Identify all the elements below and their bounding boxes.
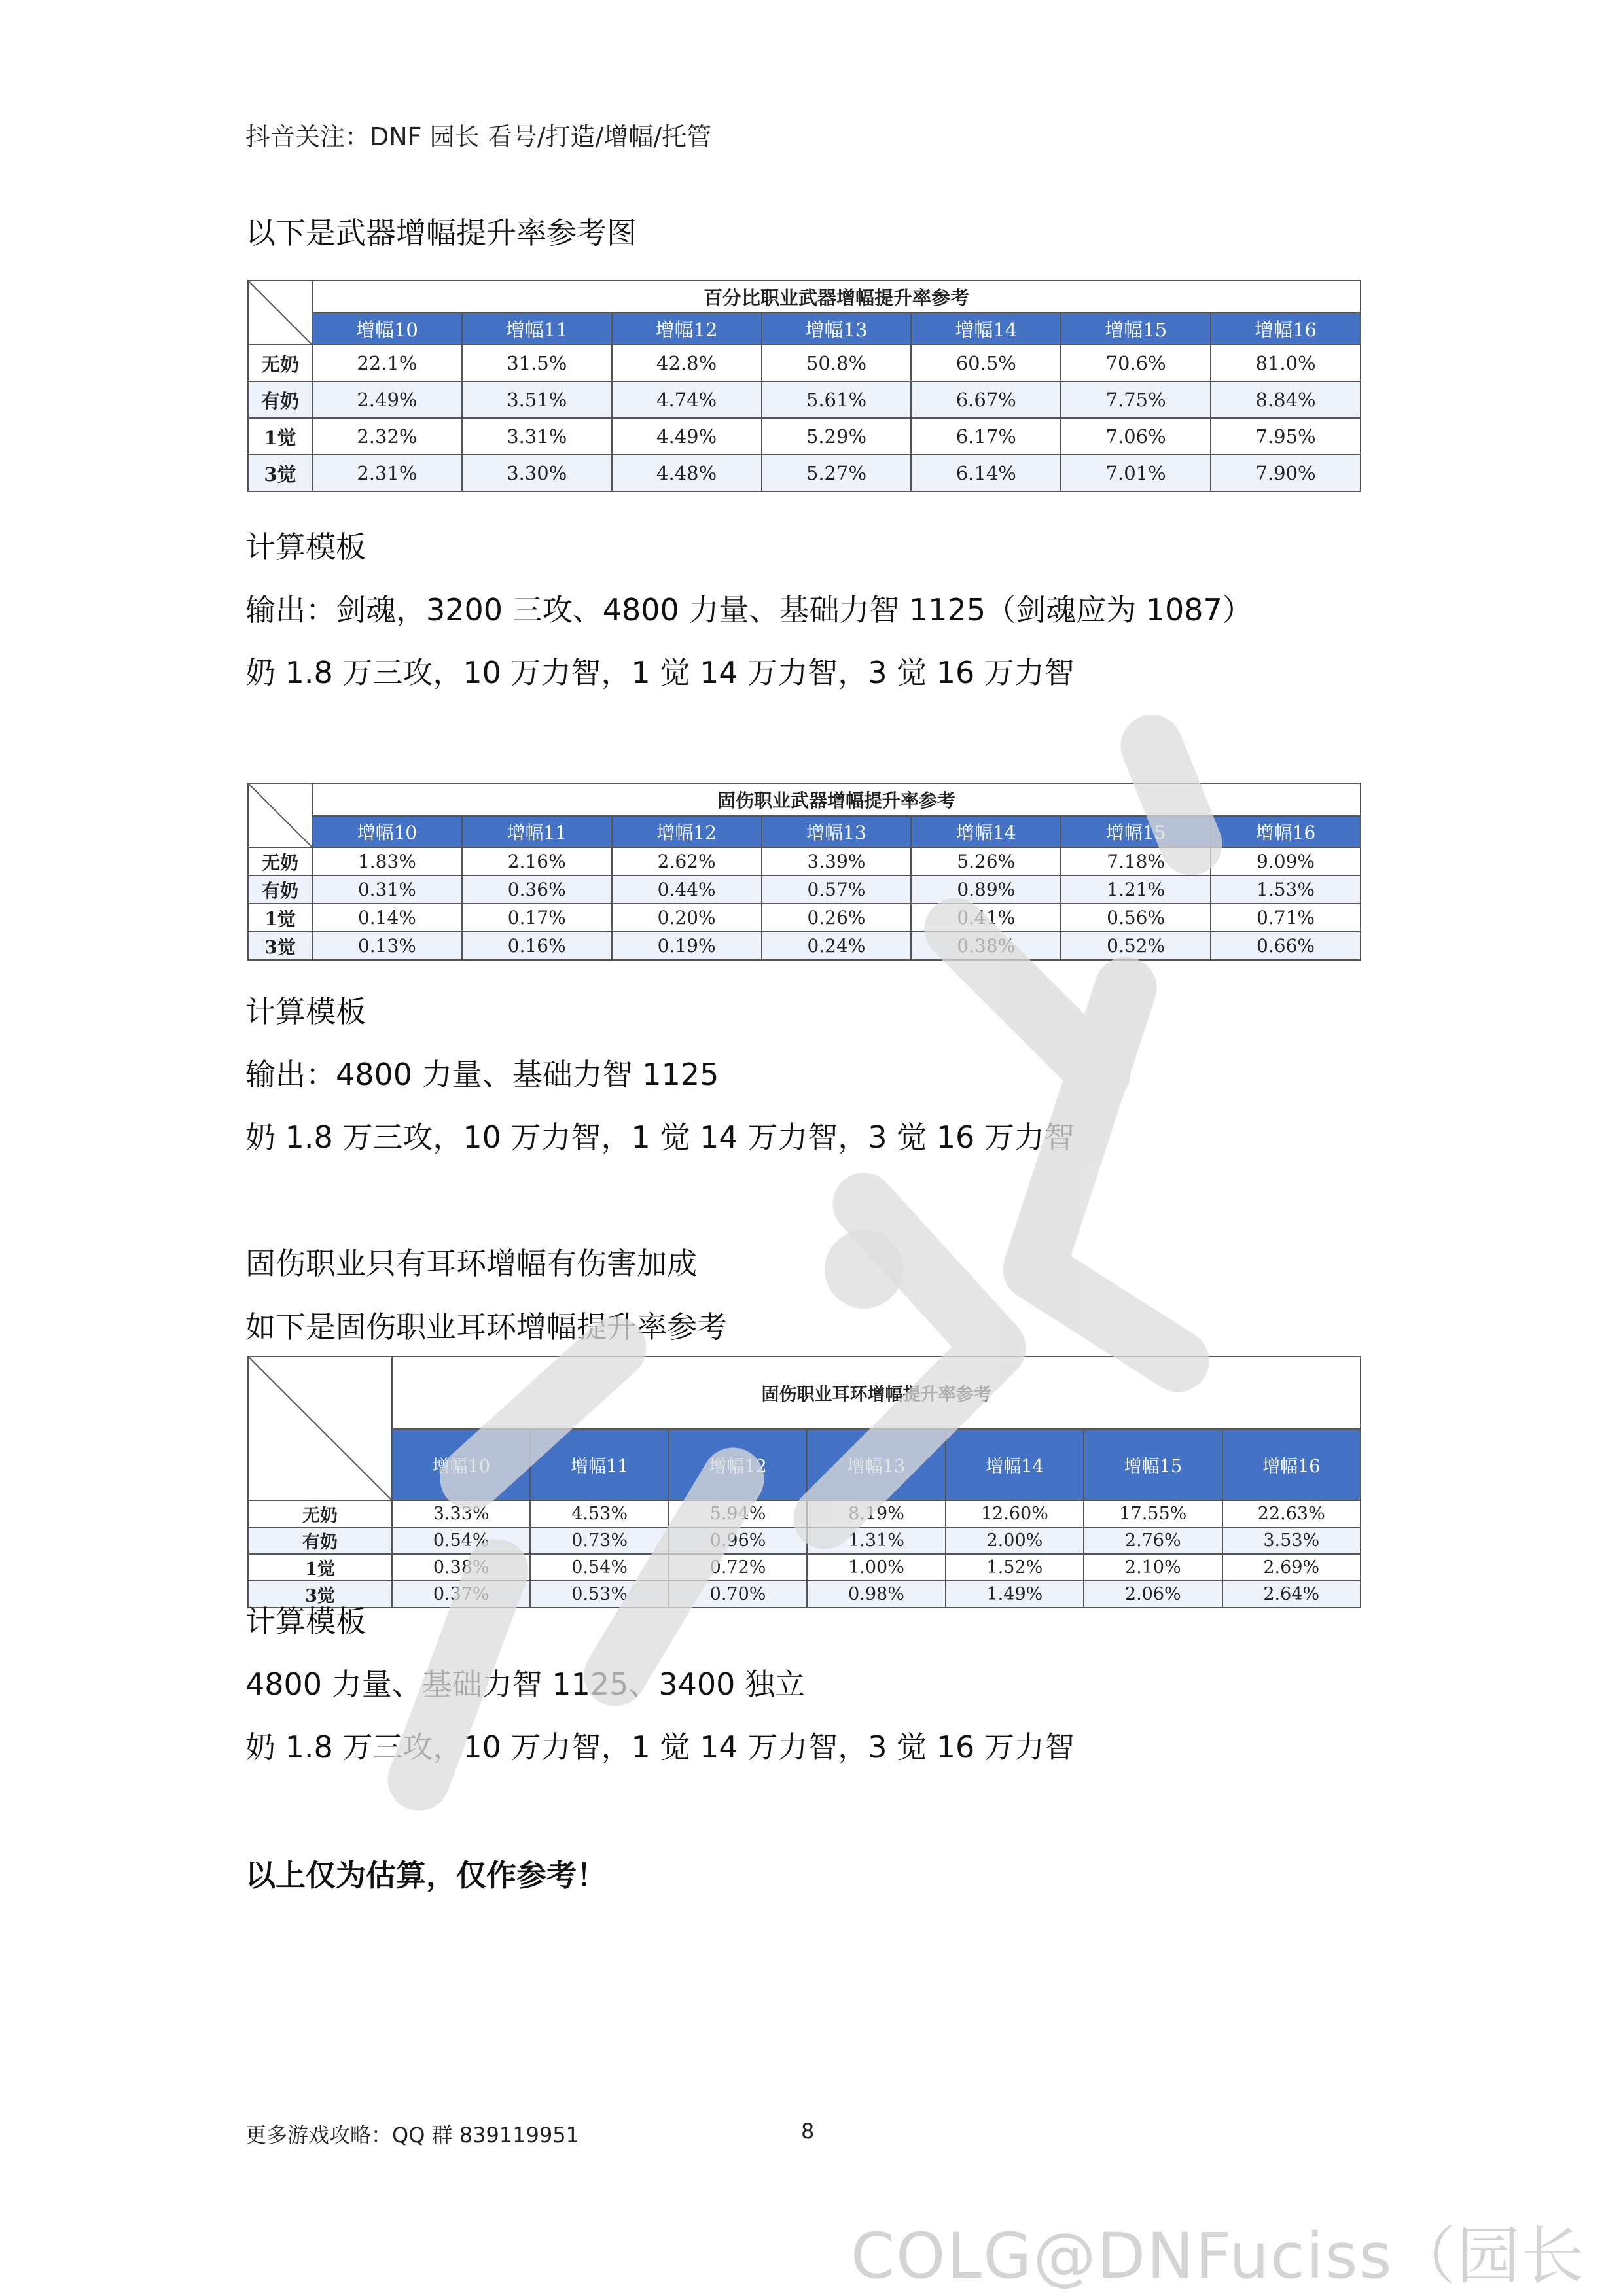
table-cell: 7.18% (1061, 847, 1211, 875)
table-cell: 2.62% (612, 847, 762, 875)
column-header: 增幅16 (1211, 313, 1361, 345)
table-cell: 0.13% (312, 932, 462, 960)
table-cell: 50.8% (762, 345, 912, 381)
table-cell: 0.56% (1061, 904, 1211, 932)
table-fixed-weapon (247, 783, 1361, 961)
table-cell: 8.84% (1211, 381, 1361, 418)
table-cell: 7.90% (1211, 455, 1361, 491)
table-cell: 5.27% (762, 455, 912, 491)
row-label: 3觉 (248, 455, 312, 491)
table-cell: 0.20% (612, 904, 762, 932)
table-cell: 0.24% (762, 932, 912, 960)
table-cell: 3.30% (462, 455, 612, 491)
table-cell: 1.00% (807, 1554, 945, 1581)
table-cell: 3.33% (392, 1500, 530, 1527)
table-cell: 3.51% (462, 381, 612, 418)
table-row (248, 932, 1361, 960)
column-header: 增幅14 (946, 1429, 1084, 1500)
table-row (248, 381, 1361, 418)
table-cell: 1.21% (1061, 875, 1211, 904)
table-row (248, 345, 1361, 381)
table-cell: 4.53% (530, 1500, 668, 1527)
table-cell: 8.19% (807, 1500, 945, 1527)
table-cell: 5.94% (669, 1500, 807, 1527)
table-row (248, 904, 1361, 932)
table-cell: 7.95% (1211, 418, 1361, 455)
row-label: 无奶 (248, 847, 312, 875)
table-cell: 0.71% (1211, 904, 1361, 932)
table-cell: 0.14% (312, 904, 462, 932)
table-cell: 6.14% (911, 455, 1061, 491)
table-cell: 5.26% (911, 847, 1061, 875)
row-label: 无奶 (248, 345, 312, 381)
row-label: 1觉 (248, 904, 312, 932)
table-cell: 0.38% (392, 1554, 530, 1581)
table-cell: 0.89% (911, 875, 1061, 904)
column-header: 增幅15 (1061, 313, 1211, 345)
column-header: 增幅11 (462, 313, 612, 345)
table-row (248, 1581, 1361, 1608)
table-cell: 31.5% (462, 345, 612, 381)
table-row (248, 418, 1361, 455)
page-number: 8 (801, 2119, 815, 2144)
table-cell: 60.5% (911, 345, 1061, 381)
table-cell: 0.36% (462, 875, 612, 904)
column-header: 增幅15 (1084, 1429, 1222, 1500)
template-line-2a: 输出：4800 力量、基础力智 1125 (245, 1057, 719, 1092)
column-header: 增幅14 (911, 313, 1061, 345)
table-cell: 0.53% (530, 1581, 668, 1608)
note-earring-only: 固伤职业只有耳环增幅有伤害加成 (245, 1246, 697, 1281)
table-cell: 81.0% (1211, 345, 1361, 381)
table-cell: 0.37% (392, 1581, 530, 1608)
table-cell: 0.26% (762, 904, 912, 932)
table-cell: 0.70% (669, 1581, 807, 1608)
template-heading-2: 计算模板 (245, 994, 366, 1029)
table-cell: 2.10% (1084, 1554, 1222, 1581)
table-cell: 0.57% (762, 875, 912, 904)
table-cell: 1.52% (946, 1554, 1084, 1581)
table-cell: 0.96% (669, 1527, 807, 1554)
table-cell: 0.72% (669, 1554, 807, 1581)
table-cell: 1.31% (807, 1527, 945, 1554)
table-row (248, 847, 1361, 875)
table-title: 固伤职业耳环增幅提升率参考 (392, 1356, 1361, 1429)
table-corner (248, 281, 312, 345)
row-label: 1觉 (248, 1554, 392, 1581)
template-line-3a: 4800 力量、基础力智 1125、3400 独立 (245, 1667, 806, 1702)
table-cell: 0.98% (807, 1581, 945, 1608)
column-header: 增幅11 (530, 1429, 668, 1500)
table-cell: 3.31% (462, 418, 612, 455)
template-line-1a: 输出：剑魂，3200 三攻、4800 力量、基础力智 1125（剑魂应为 1087） (245, 592, 1253, 627)
template-heading-1: 计算模板 (245, 529, 366, 565)
table-fixed-earring (247, 1356, 1361, 1608)
table-cell: 2.00% (946, 1527, 1084, 1554)
table-cell: 2.06% (1084, 1581, 1222, 1608)
table-row (248, 1554, 1361, 1581)
table-cell: 0.19% (612, 932, 762, 960)
table-title: 固伤职业武器增幅提升率参考 (312, 783, 1361, 816)
table-cell: 0.52% (1061, 932, 1211, 960)
table-cell: 9.09% (1211, 847, 1361, 875)
table-cell: 4.49% (612, 418, 762, 455)
table-cell: 1.49% (946, 1581, 1084, 1608)
column-header: 增幅12 (612, 816, 762, 847)
template-line-3b: 奶 1.8 万三攻，10 万力智，1 觉 14 万力智，3 觉 16 万力智 (245, 1729, 1075, 1765)
table-cell: 2.16% (462, 847, 612, 875)
page-header: 抖音关注：DNF 园长 看号/打造/增幅/托管 (245, 122, 712, 151)
note-earring-ref: 如下是固伤职业耳环增幅提升率参考 (245, 1309, 727, 1345)
table-cell: 5.61% (762, 381, 912, 418)
table-row (248, 455, 1361, 491)
table-percent-weapon (247, 280, 1361, 492)
table-cell: 0.38% (911, 932, 1061, 960)
table-row (248, 1500, 1361, 1527)
table-cell: 0.17% (462, 904, 612, 932)
table-cell: 3.39% (762, 847, 912, 875)
column-header: 增幅10 (312, 313, 462, 345)
table-cell: 0.16% (462, 932, 612, 960)
table-cell: 70.6% (1061, 345, 1211, 381)
table-cell: 42.8% (612, 345, 762, 381)
column-header: 增幅12 (669, 1429, 807, 1500)
table-row (248, 875, 1361, 904)
table-cell: 0.41% (911, 904, 1061, 932)
table-cell: 4.48% (612, 455, 762, 491)
column-header: 增幅16 (1211, 816, 1361, 847)
row-label: 有奶 (248, 381, 312, 418)
table-row (248, 1527, 1361, 1554)
template-line-1b: 奶 1.8 万三攻，10 万力智，1 觉 14 万力智，3 觉 16 万力智 (245, 655, 1075, 690)
table-cell: 1.83% (312, 847, 462, 875)
table-cell: 7.01% (1061, 455, 1211, 491)
table-cell: 12.60% (946, 1500, 1084, 1527)
table-cell: 2.64% (1222, 1581, 1361, 1608)
row-label: 无奶 (248, 1500, 392, 1527)
row-label: 1觉 (248, 418, 312, 455)
template-heading-3: 计算模板 (245, 1604, 366, 1639)
table-cell: 7.06% (1061, 418, 1211, 455)
column-header: 增幅14 (911, 816, 1061, 847)
row-label: 有奶 (248, 1527, 392, 1554)
column-header: 增幅13 (807, 1429, 945, 1500)
source-watermark: COLG@DNFuciss（园长 (851, 2219, 1586, 2293)
table-cell: 0.54% (392, 1527, 530, 1554)
table-cell: 5.29% (762, 418, 912, 455)
table-corner (248, 783, 312, 847)
intro-text: 以下是武器增幅提升率参考图 (245, 215, 637, 251)
row-label: 有奶 (248, 875, 312, 904)
table-cell: 0.54% (530, 1554, 668, 1581)
table-cell: 6.67% (911, 381, 1061, 418)
column-header: 增幅16 (1222, 1429, 1361, 1500)
table-cell: 2.69% (1222, 1554, 1361, 1581)
footer-text: 更多游戏攻略：QQ 群 839119951 (245, 2123, 579, 2147)
table-cell: 22.63% (1222, 1500, 1361, 1527)
table-cell: 22.1% (312, 345, 462, 381)
row-label: 3觉 (248, 1581, 392, 1608)
table-cell: 0.66% (1211, 932, 1361, 960)
table-cell: 1.53% (1211, 875, 1361, 904)
table-cell: 17.55% (1084, 1500, 1222, 1527)
table-cell: 6.17% (911, 418, 1061, 455)
table-cell: 7.75% (1061, 381, 1211, 418)
table-cell: 3.53% (1222, 1527, 1361, 1554)
column-header: 增幅12 (612, 313, 762, 345)
column-header: 增幅10 (392, 1429, 530, 1500)
table-cell: 4.74% (612, 381, 762, 418)
column-header: 增幅13 (762, 313, 912, 345)
table-cell: 0.73% (530, 1527, 668, 1554)
column-header: 增幅13 (762, 816, 912, 847)
disclaimer: 以上仅为估算，仅作参考！ (245, 1858, 607, 1893)
column-header: 增幅10 (312, 816, 462, 847)
template-line-2b: 奶 1.8 万三攻，10 万力智，1 觉 14 万力智，3 觉 16 万力智 (245, 1120, 1075, 1155)
table-cell: 0.44% (612, 875, 762, 904)
column-header: 增幅15 (1061, 816, 1211, 847)
table-cell: 2.49% (312, 381, 462, 418)
table-corner (248, 1356, 392, 1500)
column-header: 增幅11 (462, 816, 612, 847)
row-label: 3觉 (248, 932, 312, 960)
table-cell: 2.31% (312, 455, 462, 491)
table-cell: 0.31% (312, 875, 462, 904)
table-cell: 2.32% (312, 418, 462, 455)
table-cell: 2.76% (1084, 1527, 1222, 1554)
table-title: 百分比职业武器增幅提升率参考 (312, 281, 1361, 313)
